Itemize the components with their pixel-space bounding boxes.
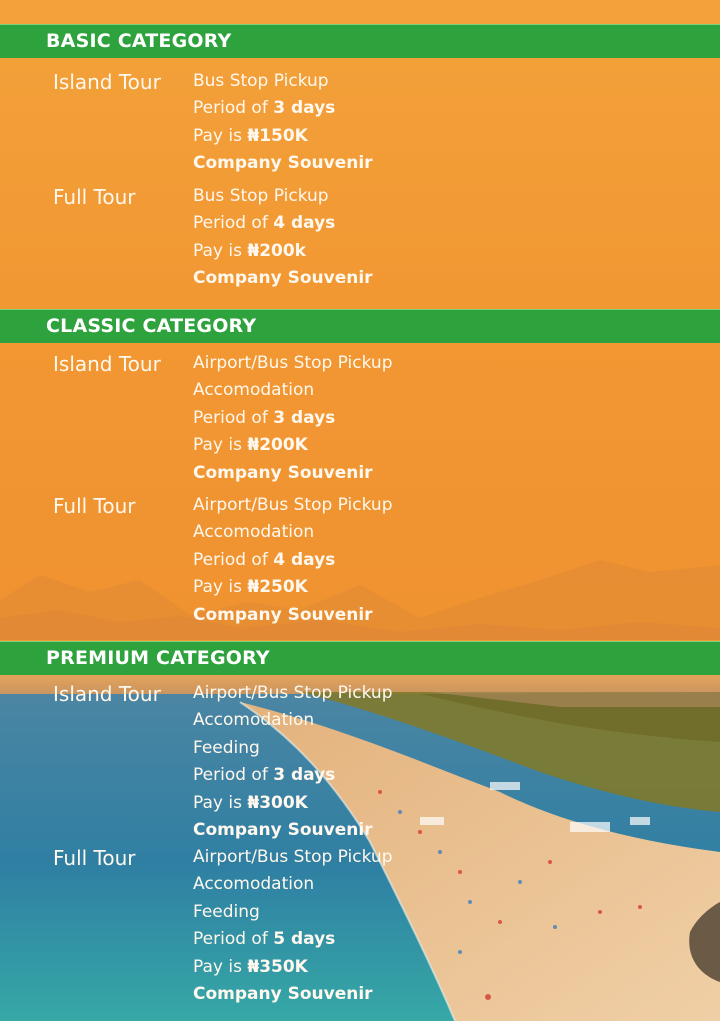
tour-details — [193, 492, 393, 629]
detail-highlight: ₦250K — [247, 577, 308, 598]
detail-text: Airport/Bus Stop Pickup — [193, 847, 393, 867]
detail-text: Airport/Bus Stop Pickup — [193, 683, 393, 703]
tour-label: Full Tour — [53, 494, 136, 518]
category-header: BASIC CATEGORY — [0, 24, 720, 58]
detail-text: Pay is — [193, 956, 248, 977]
detail-text: Accomodation — [193, 522, 315, 543]
detail-highlight: Company Souvenir — [193, 153, 373, 174]
detail-highlight: 4 days — [273, 549, 336, 570]
detail-text: Feeding — [193, 737, 260, 758]
tour-label: Island Tour — [53, 352, 161, 376]
tour-detail-line — [193, 735, 393, 762]
tour-detail-line — [193, 547, 393, 574]
tour-detail-line — [193, 95, 373, 122]
tour-detail-line — [193, 817, 393, 844]
detail-text: Accomodation — [193, 874, 315, 895]
tour-detail-line — [193, 432, 393, 459]
tour-detail-line — [193, 238, 373, 265]
tour-detail-line — [193, 762, 393, 789]
detail-highlight: Company Souvenir — [193, 604, 373, 625]
tour-detail-line — [193, 602, 393, 629]
tour-detail-line — [193, 680, 393, 707]
detail-highlight: 5 days — [273, 929, 336, 950]
detail-highlight: ₦200K — [247, 435, 308, 456]
tour-label: Full Tour — [53, 185, 136, 209]
detail-highlight: ₦300K — [247, 792, 308, 813]
tour-details — [193, 183, 373, 293]
detail-text: Period of — [193, 765, 274, 786]
tour-detail-line — [193, 265, 373, 292]
detail-highlight: Company Souvenir — [193, 819, 373, 840]
detail-highlight: Company Souvenir — [193, 462, 373, 483]
detail-text: Feeding — [193, 901, 260, 922]
detail-highlight: 3 days — [273, 407, 336, 428]
tour-detail-line — [193, 405, 393, 432]
detail-text: Pay is — [193, 435, 248, 456]
tour-details — [193, 350, 393, 487]
tour-label: Full Tour — [53, 846, 136, 870]
tour-detail-line — [193, 377, 393, 404]
tour-detail-line — [193, 954, 393, 981]
tour-detail-line — [193, 150, 373, 177]
detail-text: Period of — [193, 98, 274, 119]
tour-label: Island Tour — [53, 70, 161, 94]
detail-highlight: ₦150K — [247, 125, 308, 146]
detail-highlight: Company Souvenir — [193, 268, 373, 289]
detail-text: Pay is — [193, 577, 248, 598]
detail-highlight: 3 days — [273, 98, 336, 119]
tour-label: Island Tour — [53, 682, 161, 706]
tour-detail-line — [193, 210, 373, 237]
tour-detail-line — [193, 899, 393, 926]
detail-text: Period of — [193, 929, 274, 950]
tour-detail-line — [193, 707, 393, 734]
tour-details — [193, 844, 393, 1008]
detail-text: Accomodation — [193, 710, 315, 731]
tour-detail-line — [193, 350, 393, 377]
tour-detail-line — [193, 790, 393, 817]
tour-detail-line — [193, 926, 393, 953]
tour-detail-line — [193, 574, 393, 601]
tour-detail-line — [193, 492, 393, 519]
detail-text: Pay is — [193, 125, 248, 146]
detail-highlight: 3 days — [273, 765, 336, 786]
tour-detail-line — [193, 183, 373, 210]
detail-text: Accomodation — [193, 380, 315, 401]
detail-text: Period of — [193, 549, 274, 570]
tour-detail-line — [193, 460, 393, 487]
category-header: PREMIUM CATEGORY — [0, 641, 720, 675]
detail-highlight: ₦350K — [247, 956, 308, 977]
detail-text: Airport/Bus Stop Pickup — [193, 495, 393, 515]
tour-details — [193, 68, 373, 178]
detail-highlight: ₦200k — [247, 240, 306, 261]
detail-text: Period of — [193, 407, 274, 428]
tour-detail-line — [193, 844, 393, 871]
detail-text: Bus Stop Pickup — [193, 186, 329, 206]
tour-detail-line — [193, 519, 393, 546]
detail-text: Period of — [193, 213, 274, 234]
detail-highlight: 4 days — [273, 213, 336, 234]
tour-detail-line — [193, 871, 393, 898]
detail-text: Pay is — [193, 792, 248, 813]
tour-detail-line — [193, 981, 393, 1008]
tour-detail-line — [193, 68, 373, 95]
detail-text: Pay is — [193, 240, 248, 261]
detail-text: Airport/Bus Stop Pickup — [193, 353, 393, 373]
tour-detail-line — [193, 123, 373, 150]
tour-details — [193, 680, 393, 844]
detail-text: Bus Stop Pickup — [193, 71, 329, 91]
category-header: CLASSIC CATEGORY — [0, 309, 720, 343]
detail-highlight: Company Souvenir — [193, 983, 373, 1004]
